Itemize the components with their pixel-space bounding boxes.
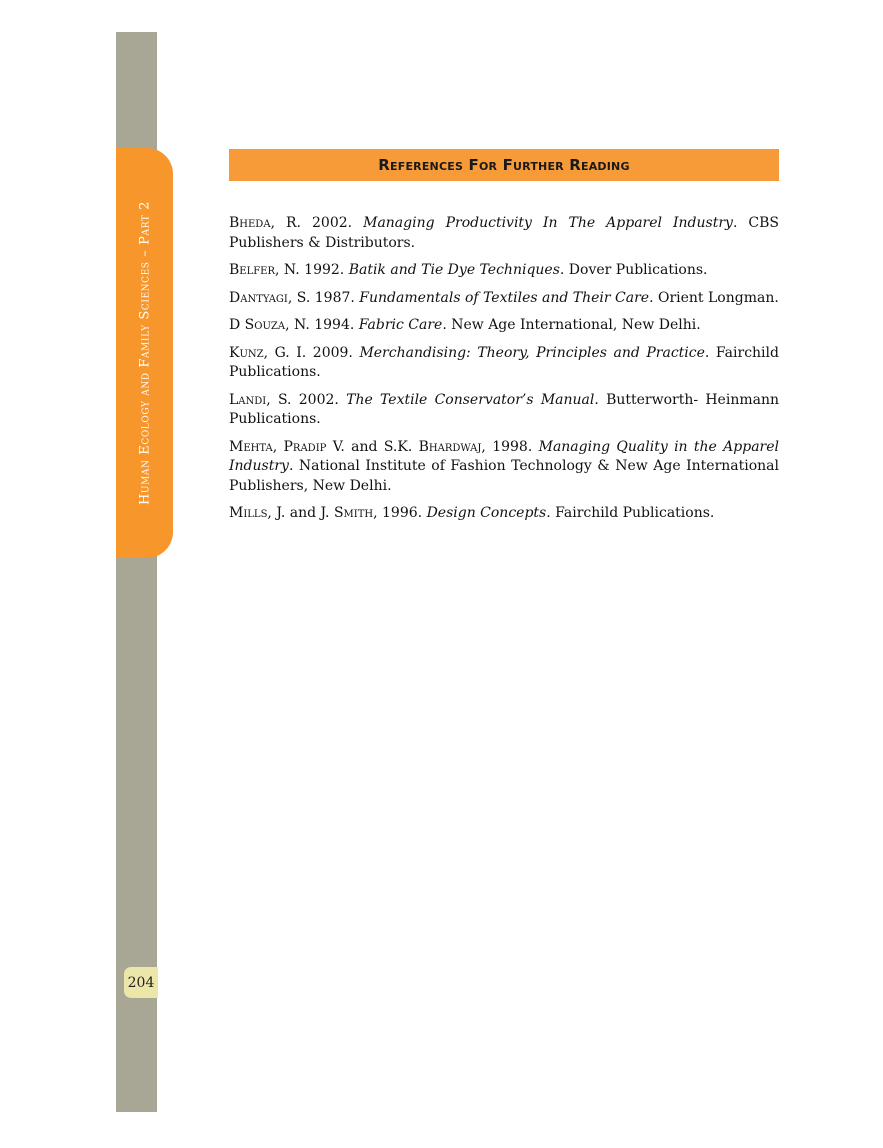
- reference-meta: V. and S.K.: [326, 438, 419, 455]
- section-heading: References For Further Reading: [378, 156, 630, 174]
- reference-item: [229, 344, 779, 383]
- reference-item: [229, 391, 779, 430]
- reference-publisher: . New Age International, New Delhi.: [442, 317, 701, 333]
- reference-meta: , 1996.: [373, 505, 427, 521]
- reference-item: [229, 504, 779, 524]
- reference-author: Bhardwaj: [418, 438, 482, 455]
- reference-publisher: . Fairchild Publications.: [546, 505, 715, 521]
- reference-item: [229, 316, 779, 336]
- reference-publisher: . Dover Publications.: [559, 262, 708, 278]
- reference-title: Managing Quality in the Apparel Industry: [229, 438, 779, 474]
- running-title: Human Ecology and Family Sciences – Part 2: [137, 201, 153, 505]
- section-heading-bar: [229, 149, 779, 181]
- reference-title: Managing Productivity In The Apparel Industry: [363, 215, 733, 231]
- reference-author: Bheda: [229, 215, 271, 231]
- reference-item: [229, 289, 779, 309]
- reference-item: [229, 438, 779, 497]
- reference-author: Kunz: [229, 344, 264, 361]
- reference-publisher: . CBS Publishers & Distributors.: [229, 215, 779, 251]
- reference-title: Merchandising: Theory, Principles and Practice: [359, 344, 705, 361]
- reference-author: Pradip: [283, 438, 327, 455]
- reference-title: Fabric Care: [358, 317, 443, 333]
- reference-author: Mehta: [229, 438, 273, 455]
- reference-meta: , R. 2002.: [270, 215, 364, 231]
- reference-author: Mills: [229, 505, 268, 521]
- reference-title: Batik and Tie Dye Techniques: [348, 262, 560, 278]
- reference-meta: , G. I. 2009.: [263, 344, 360, 361]
- reference-meta: , N. 1994.: [285, 317, 359, 333]
- page-number: 204: [124, 967, 158, 998]
- reference-list: [229, 214, 779, 532]
- reference-publisher: . Orient Longman.: [649, 289, 779, 306]
- reference-item: [229, 214, 779, 253]
- reference-item: [229, 261, 779, 281]
- reference-author: Belfer: [229, 262, 275, 278]
- reference-meta: , N. 1992.: [275, 262, 349, 278]
- reference-author: Dantyagi: [229, 289, 288, 306]
- reference-title: The Textile Conservator’s Manual: [346, 391, 595, 408]
- reference-meta: , 1998.: [481, 438, 539, 455]
- reference-title: Fundamentals of Textiles and Their Care: [359, 289, 650, 306]
- reference-meta: , J. and J.: [267, 505, 334, 521]
- reference-publisher: . National Institute of Fashion Technology & New Age International Publishers, New Delhi.: [229, 458, 779, 494]
- reference-meta: , S. 2002.: [266, 391, 347, 408]
- reference-author: Landi: [229, 391, 267, 408]
- reference-publisher: . Fairchild Publications.: [229, 344, 779, 380]
- reference-title: Design Concepts: [426, 505, 547, 521]
- reference-publisher: . Butterworth- Heinmann Publications.: [229, 391, 779, 427]
- reference-meta: , S. 1987.: [287, 289, 360, 306]
- reference-author: D Souza: [229, 317, 286, 333]
- reference-meta: ,: [272, 438, 284, 455]
- reference-author: Smith: [333, 505, 374, 521]
